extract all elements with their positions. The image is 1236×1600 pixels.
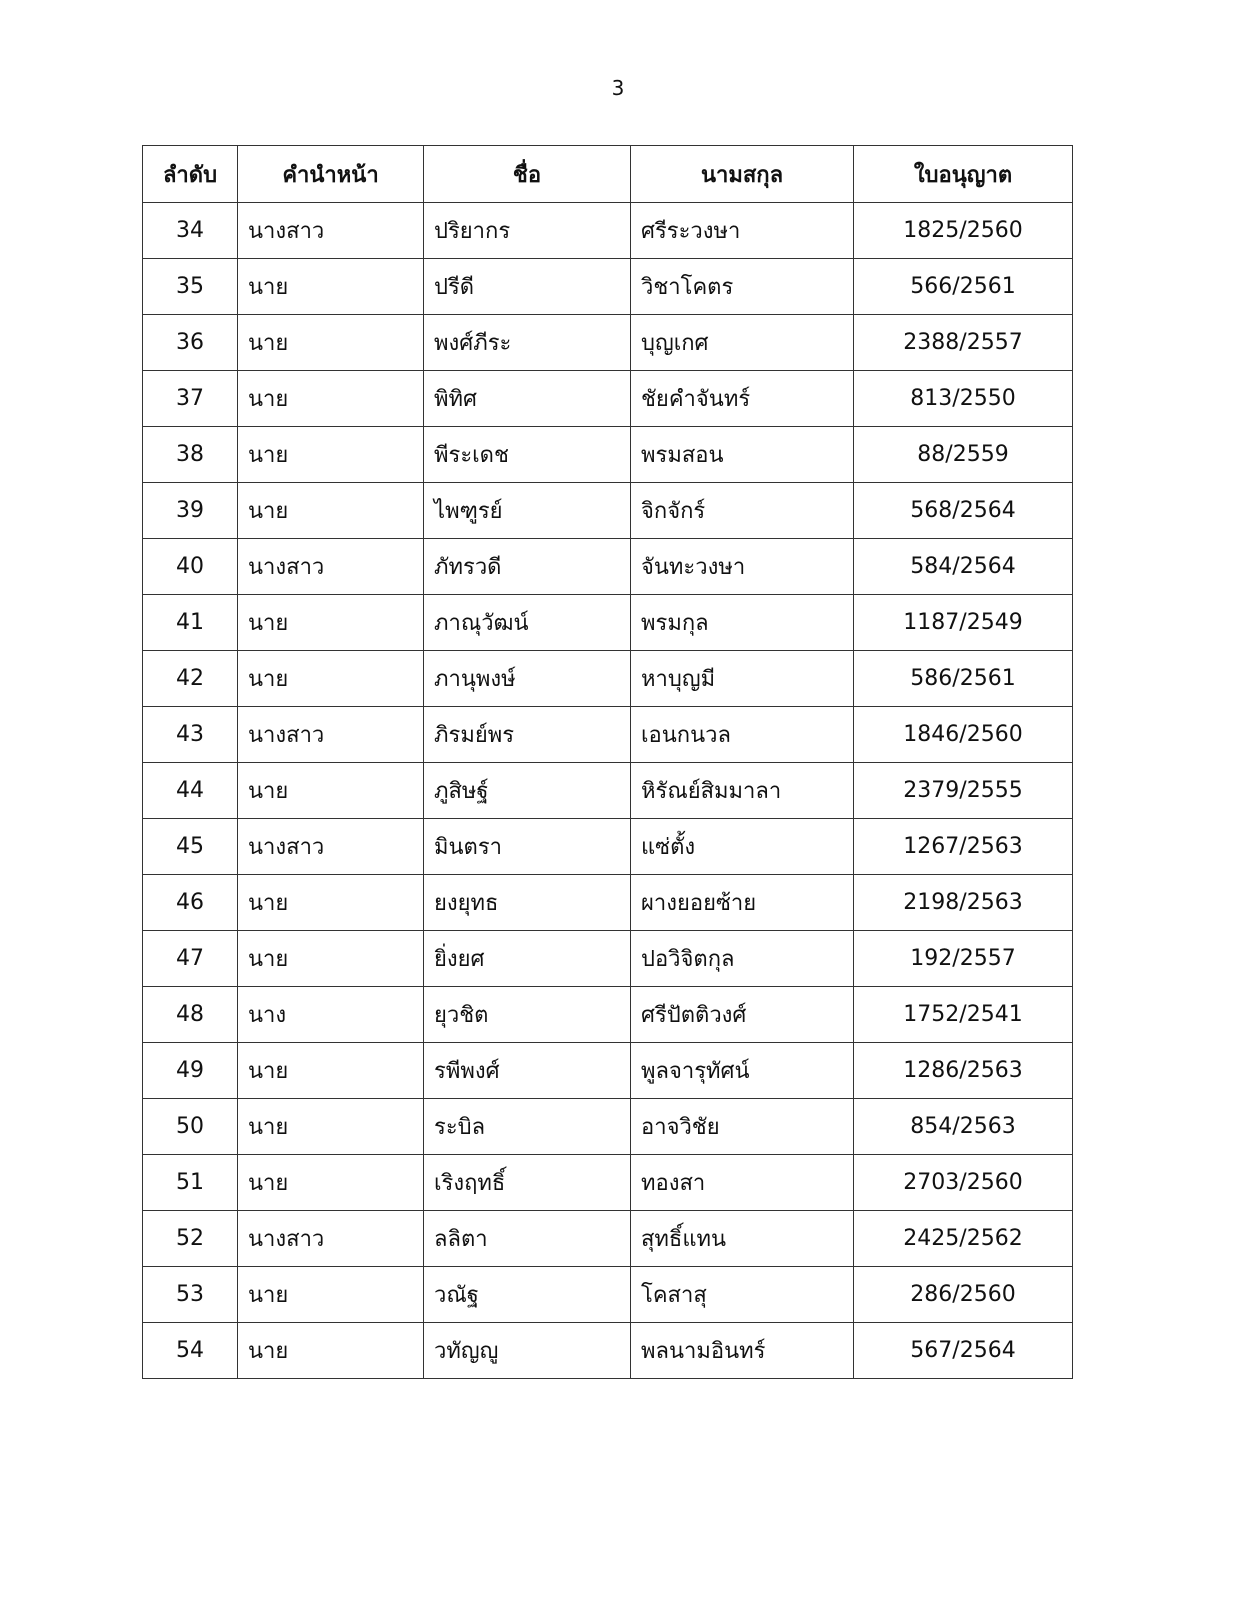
table-header: [143, 146, 1073, 203]
cell-prefix: นาย: [238, 315, 424, 371]
cell-no: 43: [143, 707, 238, 763]
cell-first-name: ภาณุวัฒน์: [424, 595, 631, 651]
table-row: [143, 931, 1073, 987]
cell-license: 2703/2560: [854, 1155, 1073, 1211]
cell-license: 2425/2562: [854, 1211, 1073, 1267]
cell-first-name: พีระเดช: [424, 427, 631, 483]
table-row: [143, 1099, 1073, 1155]
cell-first-name: ภานุพงษ์: [424, 651, 631, 707]
cell-no: 45: [143, 819, 238, 875]
cell-last-name: พูลจารุทัศน์: [631, 1043, 854, 1099]
cell-last-name: จันทะวงษา: [631, 539, 854, 595]
table-row: [143, 259, 1073, 315]
cell-first-name: ภิรมย์พร: [424, 707, 631, 763]
cell-no: 37: [143, 371, 238, 427]
cell-prefix: นางสาว: [238, 707, 424, 763]
cell-license: 1752/2541: [854, 987, 1073, 1043]
cell-prefix: นาย: [238, 763, 424, 819]
table-row: [143, 763, 1073, 819]
cell-last-name: โคสาสุ: [631, 1267, 854, 1323]
table-row: [143, 1323, 1073, 1379]
cell-first-name: ไพฑูรย์: [424, 483, 631, 539]
cell-first-name: ระบิล: [424, 1099, 631, 1155]
cell-no: 35: [143, 259, 238, 315]
cell-license: 568/2564: [854, 483, 1073, 539]
cell-no: 38: [143, 427, 238, 483]
cell-first-name: เริงฤทธิ์: [424, 1155, 631, 1211]
cell-first-name: ยงยุทธ: [424, 875, 631, 931]
cell-last-name: พลนามอินทร์: [631, 1323, 854, 1379]
table-row: [143, 315, 1073, 371]
table-row: [143, 539, 1073, 595]
cell-no: 52: [143, 1211, 238, 1267]
cell-last-name: อาจวิชัย: [631, 1099, 854, 1155]
table-row: [143, 987, 1073, 1043]
cell-prefix: นาง: [238, 987, 424, 1043]
cell-no: 36: [143, 315, 238, 371]
cell-last-name: พรมสอน: [631, 427, 854, 483]
cell-prefix: นาย: [238, 483, 424, 539]
cell-first-name: ลลิตา: [424, 1211, 631, 1267]
cell-no: 54: [143, 1323, 238, 1379]
cell-license: 192/2557: [854, 931, 1073, 987]
cell-prefix: นาย: [238, 1267, 424, 1323]
cell-license: 813/2550: [854, 371, 1073, 427]
cell-last-name: ผางยอยซ้าย: [631, 875, 854, 931]
cell-first-name: ปริยากร: [424, 203, 631, 259]
cell-first-name: ยิ่งยศ: [424, 931, 631, 987]
cell-last-name: เอนกนวล: [631, 707, 854, 763]
table-row: [143, 595, 1073, 651]
table-row: [143, 1043, 1073, 1099]
cell-prefix: นาย: [238, 371, 424, 427]
register-table: [142, 145, 1073, 1379]
cell-license: 2198/2563: [854, 875, 1073, 931]
cell-no: 41: [143, 595, 238, 651]
cell-no: 46: [143, 875, 238, 931]
cell-no: 53: [143, 1267, 238, 1323]
table-row: [143, 819, 1073, 875]
cell-prefix: นาย: [238, 1043, 424, 1099]
cell-last-name: หาบุญมี: [631, 651, 854, 707]
table-row: [143, 651, 1073, 707]
cell-prefix: นางสาว: [238, 539, 424, 595]
cell-prefix: นาย: [238, 931, 424, 987]
cell-first-name: ภัทรวดี: [424, 539, 631, 595]
cell-license: 286/2560: [854, 1267, 1073, 1323]
cell-no: 34: [143, 203, 238, 259]
cell-last-name: สุทธิ์แทน: [631, 1211, 854, 1267]
cell-no: 39: [143, 483, 238, 539]
cell-last-name: แซ่ตั้ง: [631, 819, 854, 875]
cell-last-name: ศรีปัตติวงศ์: [631, 987, 854, 1043]
cell-license: 2388/2557: [854, 315, 1073, 371]
header-license: ใบอนุญาต: [854, 146, 1073, 203]
cell-license: 566/2561: [854, 259, 1073, 315]
cell-first-name: มินตรา: [424, 819, 631, 875]
cell-no: 42: [143, 651, 238, 707]
cell-license: 1825/2560: [854, 203, 1073, 259]
cell-last-name: จิกจักร์: [631, 483, 854, 539]
cell-no: 44: [143, 763, 238, 819]
header-last-name: นามสกุล: [631, 146, 854, 203]
table-row: [143, 483, 1073, 539]
cell-license: 567/2564: [854, 1323, 1073, 1379]
cell-license: 584/2564: [854, 539, 1073, 595]
table-row: [143, 371, 1073, 427]
cell-prefix: นาย: [238, 1099, 424, 1155]
cell-no: 48: [143, 987, 238, 1043]
cell-no: 49: [143, 1043, 238, 1099]
cell-license: 586/2561: [854, 651, 1073, 707]
cell-last-name: ชัยคำจันทร์: [631, 371, 854, 427]
cell-first-name: พิทิศ: [424, 371, 631, 427]
cell-last-name: หิรัณย์สิมมาลา: [631, 763, 854, 819]
cell-first-name: ปรีดี: [424, 259, 631, 315]
table-row: [143, 1211, 1073, 1267]
cell-prefix: นางสาว: [238, 1211, 424, 1267]
cell-prefix: นาย: [238, 259, 424, 315]
cell-last-name: บุญเกศ: [631, 315, 854, 371]
cell-no: 50: [143, 1099, 238, 1155]
cell-prefix: นางสาว: [238, 819, 424, 875]
cell-no: 51: [143, 1155, 238, 1211]
cell-first-name: รพีพงศ์: [424, 1043, 631, 1099]
cell-license: 2379/2555: [854, 763, 1073, 819]
cell-first-name: ยุวชิต: [424, 987, 631, 1043]
cell-last-name: วิชาโคตร: [631, 259, 854, 315]
cell-license: 1187/2549: [854, 595, 1073, 651]
cell-first-name: ภูสิษฐ์: [424, 763, 631, 819]
cell-first-name: วณัฐ: [424, 1267, 631, 1323]
cell-first-name: พงศ์ภีระ: [424, 315, 631, 371]
cell-prefix: นางสาว: [238, 203, 424, 259]
header-no: ลำดับ: [143, 146, 238, 203]
cell-prefix: นาย: [238, 651, 424, 707]
header-row: [143, 146, 1073, 203]
header-prefix: คำนำหน้า: [238, 146, 424, 203]
table-row: [143, 427, 1073, 483]
cell-no: 47: [143, 931, 238, 987]
page-number: 3: [611, 76, 625, 100]
table-row: [143, 875, 1073, 931]
table-body: [143, 203, 1073, 1379]
cell-prefix: นาย: [238, 427, 424, 483]
cell-license: 1286/2563: [854, 1043, 1073, 1099]
cell-license: 1267/2563: [854, 819, 1073, 875]
table-row: [143, 1267, 1073, 1323]
table-row: [143, 707, 1073, 763]
cell-prefix: นาย: [238, 595, 424, 651]
cell-license: 854/2563: [854, 1099, 1073, 1155]
cell-prefix: นาย: [238, 875, 424, 931]
cell-no: 40: [143, 539, 238, 595]
cell-last-name: พรมกุล: [631, 595, 854, 651]
table-row: [143, 1155, 1073, 1211]
header-first-name: ชื่อ: [424, 146, 631, 203]
cell-last-name: ปอวิจิตกุล: [631, 931, 854, 987]
cell-prefix: นาย: [238, 1323, 424, 1379]
cell-license: 1846/2560: [854, 707, 1073, 763]
cell-license: 88/2559: [854, 427, 1073, 483]
table-row: [143, 203, 1073, 259]
cell-prefix: นาย: [238, 1155, 424, 1211]
cell-last-name: ศรีระวงษา: [631, 203, 854, 259]
cell-first-name: วทัญญู: [424, 1323, 631, 1379]
cell-last-name: ทองสา: [631, 1155, 854, 1211]
